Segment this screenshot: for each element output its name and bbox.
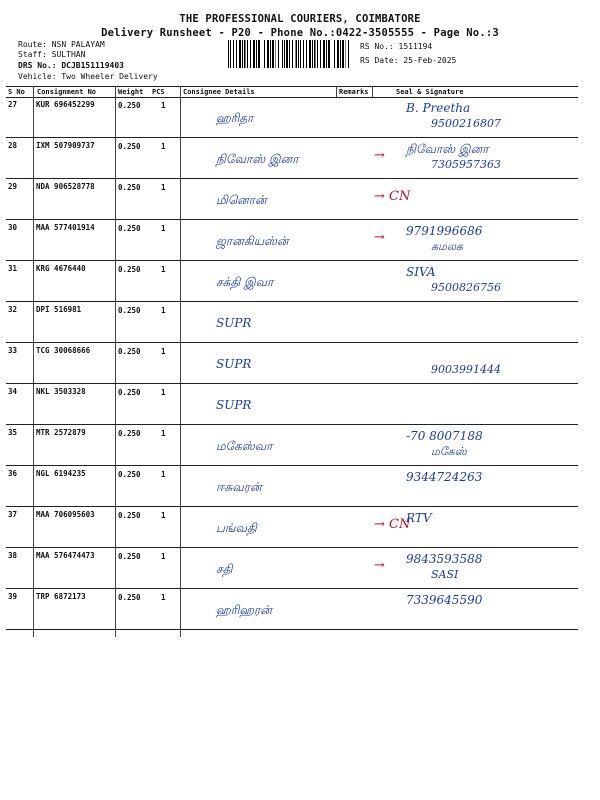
row-consignment-no: KUR 696452299 <box>36 100 95 109</box>
row-sno: 33 <box>8 346 18 355</box>
row-remarks-handwriting: → <box>374 558 385 573</box>
row-sno: 32 <box>8 305 18 314</box>
row-seal-handwriting: 7339645590 <box>406 593 483 607</box>
row-seal-handwriting: 9791996686 <box>406 224 483 238</box>
table-row <box>6 466 578 507</box>
row-seal-handwriting: நிவோஸ் இனா <box>406 142 489 156</box>
row-weight: 0.250 <box>118 265 141 274</box>
row-seal-handwriting: 9843593588 <box>406 552 483 566</box>
row-consignment-no: DPI 516981 <box>36 305 82 314</box>
row-consignment-no: NKL 3503328 <box>36 387 86 396</box>
row-consignee-handwriting: நிவோஸ் இனா <box>216 152 299 166</box>
row-weight: 0.250 <box>118 552 141 561</box>
row-consignee-handwriting: SUPR <box>216 398 252 412</box>
vehicle-label: Vehicle: Two Wheeler Delivery <box>18 72 158 81</box>
barcode <box>228 40 352 68</box>
row-pcs: 1 <box>161 265 166 274</box>
row-sno: 39 <box>8 592 18 601</box>
row-consignee-handwriting: ஹரிஹரன் <box>216 603 272 617</box>
row-seal-handwriting: RTV <box>406 511 432 525</box>
col-divider <box>336 86 337 97</box>
row-sno: 34 <box>8 387 18 396</box>
row-weight: 0.250 <box>118 388 141 397</box>
col-header-sno: S No <box>8 88 25 96</box>
row-seal-handwriting: -70 8007188 <box>406 429 483 443</box>
col-header-pcs: PCS <box>152 88 165 96</box>
row-consignee-handwriting: SUPR <box>216 357 252 371</box>
row-pcs: 1 <box>161 552 166 561</box>
row-pcs: 1 <box>161 388 166 397</box>
row-sno: 38 <box>8 551 18 560</box>
row-seal-handwriting-2: கமலக <box>431 240 464 253</box>
table-row <box>6 220 578 261</box>
table-row <box>6 302 578 343</box>
table-row <box>6 589 578 630</box>
row-seal-handwriting-2: 9500216807 <box>431 117 501 130</box>
row-remarks-handwriting: → CN <box>374 189 411 204</box>
row-consignee-handwriting: ஈசுவரன் <box>216 480 262 494</box>
row-seal-handwriting-2: SASI <box>431 568 459 581</box>
row-pcs: 1 <box>161 470 166 479</box>
delivery-table <box>6 86 578 637</box>
row-separator <box>6 629 578 630</box>
row-weight: 0.250 <box>118 183 141 192</box>
row-pcs: 1 <box>161 101 166 110</box>
row-pcs: 1 <box>161 429 166 438</box>
row-consignment-no: MAA 577401914 <box>36 223 95 232</box>
table-row <box>6 138 578 179</box>
row-sno: 37 <box>8 510 18 519</box>
col-header-weight: Weight <box>118 88 144 96</box>
rs-number: RS No.: 1511194 <box>360 42 433 51</box>
row-consignment-no: TCG 30068666 <box>36 346 91 355</box>
row-consignee-handwriting: சதி <box>216 562 233 576</box>
row-sno: 36 <box>8 469 18 478</box>
table-row <box>6 507 578 548</box>
row-weight: 0.250 <box>118 101 141 110</box>
row-consignee-handwriting: ஜானகியஸ்ன் <box>216 234 289 248</box>
row-consignment-no: IXM 507909737 <box>36 141 95 150</box>
table-row <box>6 425 578 466</box>
row-seal-handwriting: 9344724263 <box>406 470 483 484</box>
row-sno: 27 <box>8 100 18 109</box>
row-consignment-no: NGL 6194235 <box>36 469 86 478</box>
row-sno: 31 <box>8 264 18 273</box>
row-remarks-handwriting: → CN <box>374 517 411 532</box>
row-remarks-handwriting: → <box>374 230 385 245</box>
row-weight: 0.250 <box>118 470 141 479</box>
table-row <box>6 548 578 589</box>
row-weight: 0.250 <box>118 347 141 356</box>
col-header-remarks: Remarks <box>339 88 369 96</box>
row-weight: 0.250 <box>118 511 141 520</box>
row-consignment-no: MTR 2572879 <box>36 428 86 437</box>
table-row <box>6 97 578 138</box>
row-pcs: 1 <box>161 306 166 315</box>
row-seal-handwriting-2: மகேஸ் <box>431 445 467 458</box>
row-consignee-handwriting: மகேஸ்வா <box>216 439 273 453</box>
row-consignee-handwriting: SUPR <box>216 316 252 330</box>
row-weight: 0.250 <box>118 429 141 438</box>
col-header-consignment: Consignment No <box>37 88 97 96</box>
row-consignee-handwriting: மினொன் <box>216 193 267 207</box>
row-consignee-handwriting: சக்தி இவா <box>216 275 274 289</box>
col-header-seal: Seal & Signature <box>396 88 464 96</box>
staff-label: Staff: SULTHAN <box>18 50 86 59</box>
row-consignment-no: MAA 706095603 <box>36 510 95 519</box>
col-header-consignee: Consignee Details <box>183 88 255 96</box>
row-pcs: 1 <box>161 142 166 151</box>
row-sno: 29 <box>8 182 18 191</box>
row-seal-handwriting-2: 9500826756 <box>431 281 501 294</box>
table-row <box>6 343 578 384</box>
row-sno: 28 <box>8 141 18 150</box>
row-pcs: 1 <box>161 347 166 356</box>
row-seal-handwriting-2: 7305957363 <box>431 158 501 171</box>
table-row <box>6 384 578 425</box>
row-pcs: 1 <box>161 224 166 233</box>
row-seal-handwriting: SIVA <box>406 265 436 279</box>
row-pcs: 1 <box>161 511 166 520</box>
company-title: THE PROFESSIONAL COURIERS, COIMBATORE <box>179 13 421 25</box>
row-weight: 0.250 <box>118 142 141 151</box>
row-consignment-no: KRG 4676440 <box>36 264 86 273</box>
row-seal-handwriting: B. Preetha <box>406 101 471 115</box>
table-row <box>6 261 578 302</box>
table-top-rule <box>6 86 578 87</box>
route-label: Route: NSN PALAYAM <box>18 40 105 49</box>
table-row <box>6 179 578 220</box>
row-consignment-no: NDA 906528778 <box>36 182 95 191</box>
row-sno: 35 <box>8 428 18 437</box>
row-consignee-handwriting: ஹரிதா <box>216 111 254 125</box>
row-consignment-no: TRP 6872173 <box>36 592 86 601</box>
row-seal-handwriting-2: 9003991444 <box>431 363 501 376</box>
row-remarks-handwriting: → <box>374 148 385 163</box>
row-sno: 30 <box>8 223 18 232</box>
row-weight: 0.250 <box>118 593 141 602</box>
row-weight: 0.250 <box>118 224 141 233</box>
runsheet-title: Delivery Runsheet - P20 - Phone No.:0422-3505555 - Page No.:3 <box>101 27 499 39</box>
row-pcs: 1 <box>161 183 166 192</box>
row-pcs: 1 <box>161 593 166 602</box>
col-divider <box>372 86 373 97</box>
row-consignee-handwriting: பங்வதி <box>216 521 257 535</box>
drs-number: DRS No.: DCJB151119403 <box>18 61 124 70</box>
row-consignment-no: MAA 576474473 <box>36 551 95 560</box>
rs-date: RS Date: 25-Feb-2025 <box>360 56 457 65</box>
row-weight: 0.250 <box>118 306 141 315</box>
